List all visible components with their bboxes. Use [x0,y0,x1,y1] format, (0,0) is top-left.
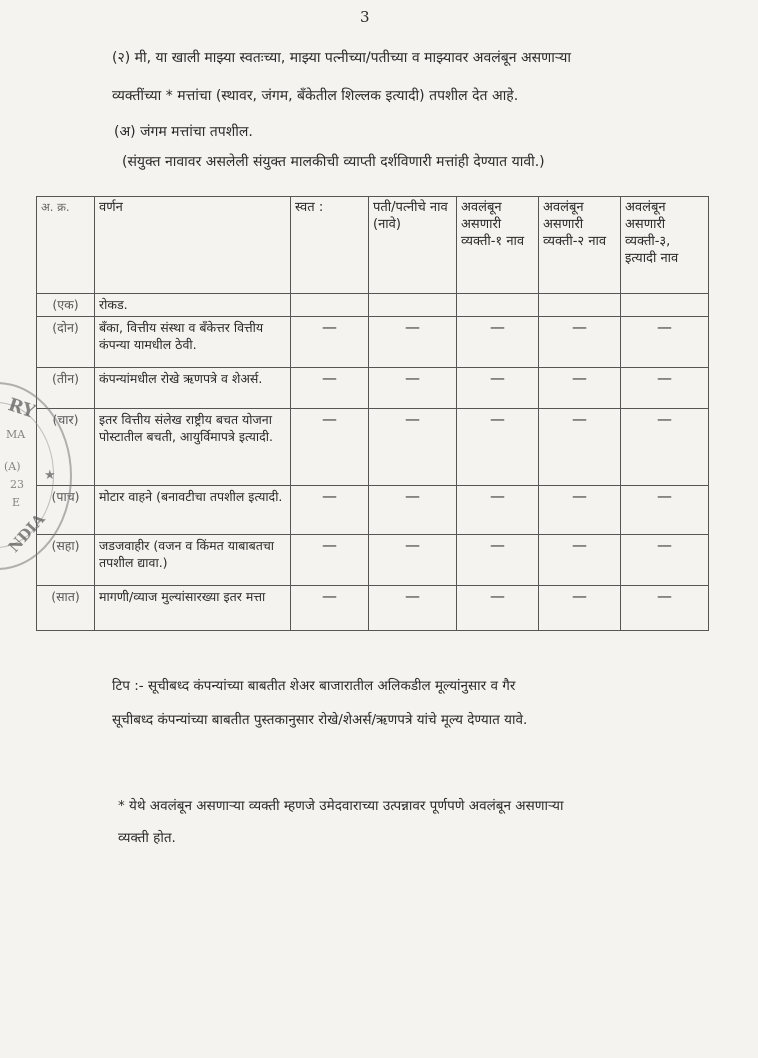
row-description: बँका, वित्तीय संस्था व बँकेत्तर वित्तीय कंपन्या यामधील ठेवी. [95,317,291,368]
value-spouse: — [369,368,457,409]
value-self: — [291,368,369,409]
row-description: जडजवाहीर (वजन व किंमत याबाबतचा तपशील द्यावा.) [95,535,291,586]
value-dependent-2: — [539,368,621,409]
value-dependent-1 [457,294,539,317]
value-self [291,294,369,317]
section-heading: (अ) जंगम मत्तांचा तपशील. [114,124,253,140]
value-dependent-3: — [621,486,709,535]
row-number: (दोन) [37,317,95,368]
value-dependent-1: — [457,586,539,631]
value-dependent-1: — [457,368,539,409]
stamp-top-text: RY [5,394,38,423]
value-self: — [291,409,369,486]
value-dependent-1: — [457,409,539,486]
row-description: मोटार वाहने (बनावटीचा तपशील इत्यादी. [95,486,291,535]
table-row [37,535,709,586]
value-dependent-2: — [539,535,621,586]
value-self: — [291,535,369,586]
intro-line-1: (२) मी, या खाली माझ्या स्वतःच्या, माझ्या पत्नीच्या/पतीच्या व माझ्यावर अवलंबून असणाऱ्या [112,50,571,66]
row-number: (तीन) [37,368,95,409]
value-dependent-3 [621,294,709,317]
page-number: 3 [360,8,370,26]
row-description: इतर वित्तीय संलेख राष्ट्रीय बचत योजना पोस्टातील बचती, आयुर्विमापत्रे इत्यादी. [95,409,291,486]
stamp-bottom-text: NDIA [4,510,49,556]
movable-assets-table [36,196,709,631]
value-dependent-2 [539,294,621,317]
note-line-1: टिप :- सूचीबध्द कंपन्यांच्या बाबतीत शेअर बाजारातील अलिकडील मूल्यांनुसार व गैर [112,678,516,694]
header-sr: अ. क्र. [37,197,95,294]
header-spouse: पती/पत्नीचे नाव (नावे) [369,197,457,294]
row-number: (सात) [37,586,95,631]
row-number: (चार) [37,409,95,486]
row-number: (सहा) [37,535,95,586]
note-line-2: सूचीबध्द कंपन्यांच्या बाबतीत पुस्तकानुसार रोखे/शेअर्स/ऋणपत्रे यांचे मूल्य देण्यात यावे. [112,712,528,728]
table-row [37,294,709,317]
value-self: — [291,317,369,368]
table-header-row [37,197,709,294]
section-instruction: (संयुक्त नावावर असलेली संयुक्त मालकीची व्याप्ती दर्शविणारी मत्तांही देण्यात यावी.) [122,154,545,170]
row-description: रोकड. [95,294,291,317]
stamp-text-line: MA [6,428,26,441]
value-dependent-3: — [621,535,709,586]
value-dependent-1: — [457,317,539,368]
header-description: वर्णन [95,197,291,294]
footnote-line-1: * येथे अवलंबून असणाऱ्या व्यक्ती म्हणजे उमेदवाराच्या उत्पन्नावर पूर्णपणे अवलंबून असणाऱ्या [118,798,564,814]
value-dependent-2: — [539,317,621,368]
value-dependent-2: — [539,409,621,486]
header-self: स्वत : [291,197,369,294]
value-dependent-3: — [621,586,709,631]
table-row [37,486,709,535]
value-spouse: — [369,409,457,486]
value-self: — [291,586,369,631]
value-dependent-3: — [621,409,709,486]
row-number: (एक) [37,294,95,317]
star-icon: ★ [44,468,56,483]
value-spouse: — [369,586,457,631]
value-spouse: — [369,486,457,535]
header-dependent-3: अवलंबून असणारी व्यक्ती-३, इत्यादी नाव [621,197,709,294]
table-row [37,409,709,486]
value-dependent-1: — [457,535,539,586]
row-number: (पाच) [37,486,95,535]
intro-line-2: व्यक्तींच्या * मत्तांचा (स्थावर, जंगम, बँकेतील शिल्लक इत्यादी) तपशील देत आहे. [112,88,519,104]
table-row [37,317,709,368]
stamp-text-line: 23 [10,478,24,491]
table-row [37,368,709,409]
value-dependent-3: — [621,368,709,409]
value-self: — [291,486,369,535]
footnote-line-2: व्यक्ती होत. [118,830,176,846]
stamp-text-line: (A) [4,460,21,473]
value-dependent-3: — [621,317,709,368]
row-description: मागणी/व्याज मुल्यांसारख्या इतर मत्ता [95,586,291,631]
value-dependent-1: — [457,486,539,535]
table-row [37,586,709,631]
value-dependent-2: — [539,586,621,631]
value-dependent-2: — [539,486,621,535]
header-dependent-2: अवलंबून असणारी व्यक्ती-२ नाव [539,197,621,294]
value-spouse [369,294,457,317]
header-dependent-1: अवलंबून असणारी व्यक्ती-१ नाव [457,197,539,294]
value-spouse: — [369,535,457,586]
row-description: कंपन्यांमधील रोखे ऋणपत्रे व शेअर्स. [95,368,291,409]
stamp-text-line: E [12,496,21,509]
value-spouse: — [369,317,457,368]
